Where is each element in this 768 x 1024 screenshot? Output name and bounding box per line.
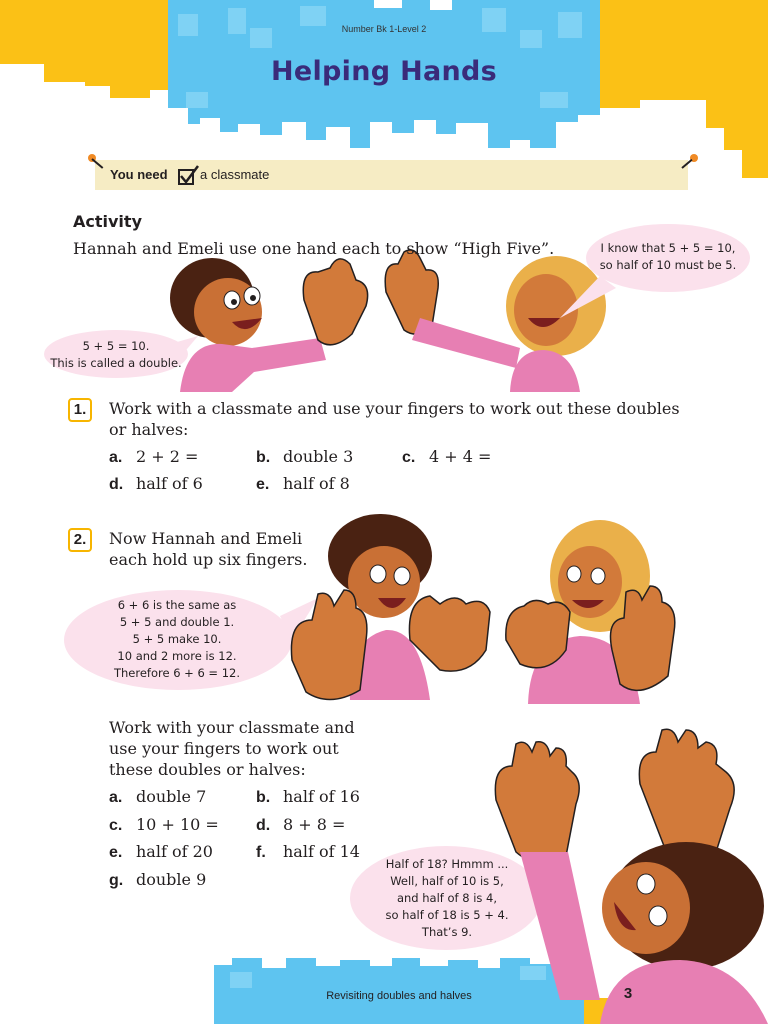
bubble-hannah-top-text: 5 + 5 = 10. This is called a double.: [50, 339, 182, 370]
yellow-block-right: [600, 0, 768, 178]
checkbox-tick-icon: [177, 165, 201, 187]
page-number: 3: [623, 985, 633, 1002]
bubble-emeli-top-text: I know that 5 + 5 = 10, so half of 10 must be 5.: [599, 241, 737, 272]
emeli-six-fingers-illustration: [506, 520, 675, 704]
q2-item-f: f. half of 14: [256, 842, 360, 861]
q1-item-e: e. half of 8: [256, 474, 350, 493]
question-2-text: Now Hannah and Emeli each hold up six fingers.: [109, 529, 308, 569]
question-1-number: 1.: [68, 398, 92, 422]
footer-section-label: Revisiting doubles and halves: [326, 990, 472, 1002]
q2-item-g: g. double 9: [109, 870, 207, 889]
q1-item-a: a. 2 + 2 =: [109, 447, 199, 466]
q2-item-b: b. half of 16: [256, 787, 360, 806]
q2-item-a: a. double 7: [109, 787, 207, 806]
question-1-text: Work with a classmate and use your fingers to work out these doubles or halves:: [109, 399, 680, 439]
q1-item-b: b. double 3: [256, 447, 354, 466]
question-2-number: 2.: [68, 528, 92, 552]
question-2-subtext: Work with your classmate and use your fingers to work out these doubles or halves:: [109, 718, 355, 779]
hannah-six-fingers-illustration: [291, 514, 490, 700]
bubble-middle-text: 6 + 6 is the same as 5 + 5 and double 1. 5 + 5 make 10. 10 and 2 more is 12. Therefore 6 + 6 = 12.: [113, 598, 241, 680]
book-level-label: Number Bk 1-Level 2: [341, 24, 427, 34]
q1-item-c: c. 4 + 4 =: [402, 447, 492, 466]
you-need-label: You need: [110, 167, 168, 182]
page-title: Helping Hands: [270, 56, 498, 87]
q2-item-e: e. half of 20: [109, 842, 213, 861]
yellow-block-left: [0, 0, 168, 98]
q1-item-d: d. half of 6: [109, 474, 203, 493]
activity-heading: Activity: [73, 212, 142, 231]
q2-item-c: c. 10 + 10 =: [109, 815, 219, 834]
q2-item-d: d. 8 + 8 =: [256, 815, 346, 834]
activity-text: Hannah and Emeli use one hand each to show “High Five”.: [73, 239, 555, 258]
emeli-high-five-illustration: [385, 250, 606, 392]
you-need-item: a classmate: [200, 167, 270, 182]
bubble-bottom-text: Half of 18? Hmmm ... Well, half of 10 is 5, and half of 8 is 4, so half of 18 is 5 + 4. That’s 9.: [385, 857, 509, 939]
